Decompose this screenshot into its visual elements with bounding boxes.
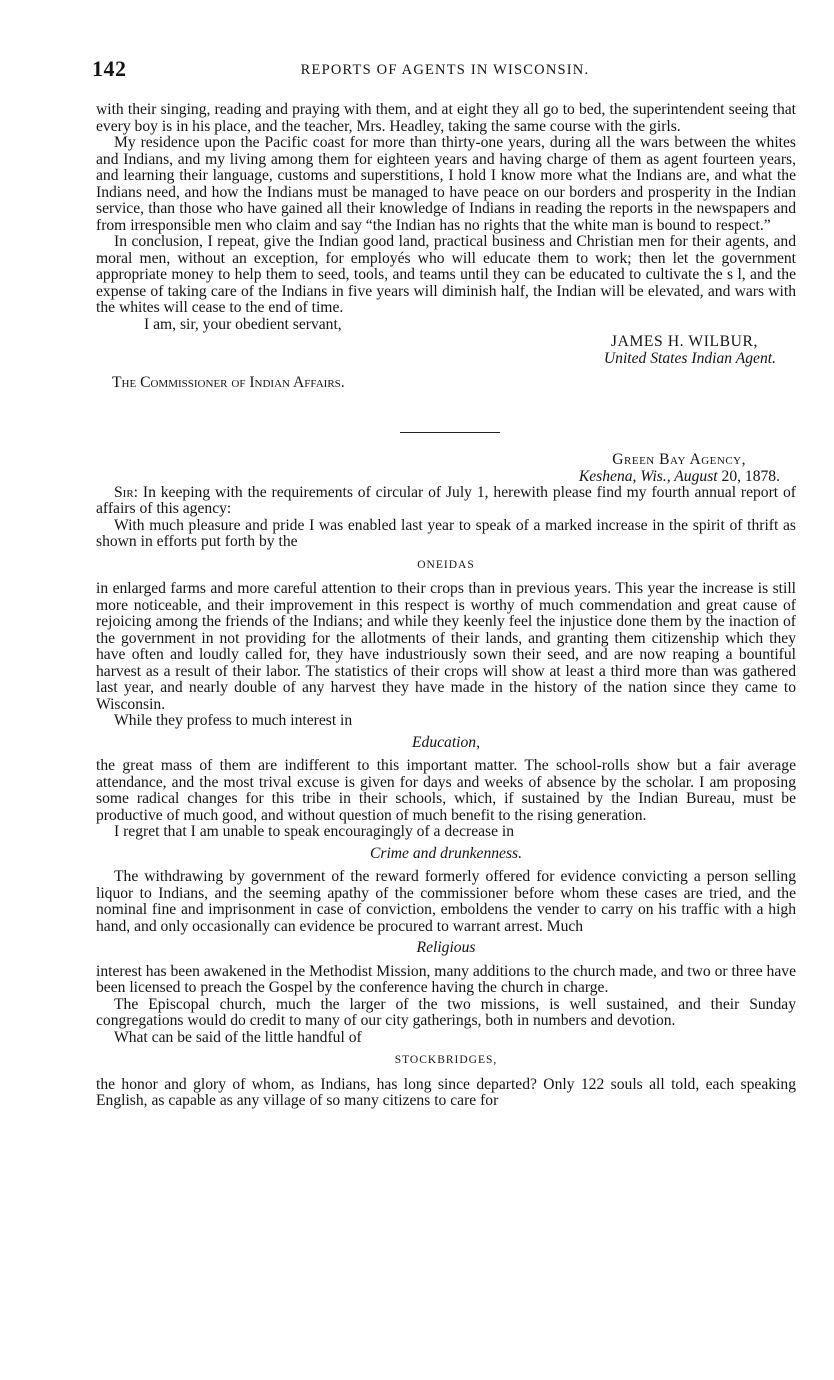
page-body — [96, 102, 796, 1110]
paragraph: interest has been awakened in the Methodist Mission, many additions to the church made, and two or three have been licensed to preach the Gospel by the conference having the church in charge. — [96, 962, 796, 996]
section-divider — [400, 432, 500, 433]
paragraph: the honor and glory of whom, as Indians, has long since departed? Only 122 souls all told, each speaking English, as capable as any village of so many citizens to care for — [96, 1075, 796, 1109]
paragraph: The withdrawing by government of the reward formerly offered for evidence convicting a person selling liquor to Indians, and the seeming apathy of the commissioner before whom these cases are tried, and the nominal fine and imprisonment in case of conviction, emboldens the vender to carry on his traffic with a high hand, and only occasionally can evidence be procured to warrant arrest. Much — [96, 868, 796, 935]
signature-block — [96, 333, 796, 367]
paragraph: The Episcopal church, much the larger of the two missions, is well sustained, and their Sunday congregations would do credit to many of our city gatherings, both in numbers and devotion. — [96, 995, 796, 1029]
paragraph: My residence upon the Pacific coast for more than thirty-one years, during all the wars between the whites and Indians, and my living among them for eighteen years and having charge of them as agent fourteen years, and learning their language, customs and superstitions, I hold I know more what the Indians are, and what the Indians need, and how the Indians must be managed to have peace on our borders and prosperity in the Indian service, than those who have gained all their knowledge of Indians in reading the reports in the newspapers and from irresponsible men who claim and say “the Indian has no rights that the white man is bound to respect.” — [96, 134, 796, 234]
running-title: REPORTS OF AGENTS IN WISCONSIN. — [300, 62, 590, 78]
closing-line: I am, sir, your obedient servant, — [144, 315, 342, 333]
page-number: 142 — [92, 56, 127, 81]
paragraph-text: In keeping with the requirements of circular of July 1, herewith please find my fourth annual report of affairs of this agency: — [96, 483, 796, 517]
page-header — [92, 56, 798, 86]
paragraph: with their singing, reading and praying with them, and at eight they all go to bed, the superintendent seeing that every boy is in his place, and the teacher, Mrs. Headley, taking the same course with the girls. — [96, 101, 796, 135]
paragraph: While they profess to much interest in — [114, 712, 353, 729]
section-heading-religious: Religious — [416, 939, 476, 956]
section-heading-oneidas: ONEIDAS — [417, 558, 475, 571]
paragraph — [96, 485, 796, 518]
agency-name: Green Bay Agency, — [612, 450, 746, 468]
paragraph: With much pleasure and pride I was enabled last year to speak of a marked increase in the spirit of thrift as shown in efforts put forth by the — [96, 516, 796, 550]
signature-name: JAMES H. WILBUR, — [610, 333, 758, 350]
paragraph: I regret that I am unable to speak encouragingly of a decrease in — [114, 823, 515, 840]
paragraph: in enlarged farms and more careful attention to their crops than in previous years. This year the increase is still more noticeable, and their improvement in this respect is worthy of much commendation and great cause of rejoicing among the friends of the Indians; and while they keenly feel the injustice done them by the inaction of the government in not providing for the allotments of their lands, and granting them citizenship which they have often and loudly called for, they have industriously sown their seed, and are now reaping a bountiful harvest as a result of their labor. The statistics of their crops will show at least a third more than was gathered last year, and nearly double of any harvest they have made in the history of the nation since they came to Wisconsin. — [96, 580, 796, 713]
place: Keshena, Wis., August — [578, 467, 718, 485]
dateline — [96, 451, 796, 485]
paragraph: the great mass of them are indifferent to this important matter. The school-rolls show but a fair average attendance, and the most trival excuse is given for days and weeks of absence by the scholar. I am proposing some radical changes for this tribe in their schools, which, if sustained by the Indian Bureau, must be productive of much good, and without question of much benefit to the rising generation. — [96, 757, 796, 824]
section-heading-education: Education, — [412, 733, 480, 751]
paragraph: In conclusion, I repeat, give the Indian good land, practical business and Christian men for their agents, and moral men, without an exception, for employés who will educate them to work; then let the government appropriate money to help them to seed, tools, and teams until they can be educated to cultivate the s l, and the expense of taking care of the Indians in five years will diminish half, the Indian will be elevated, and wars with the whites will cease to the end of time. — [96, 233, 796, 316]
paragraph: What can be said of the little handful of — [114, 1028, 362, 1046]
section-heading-crime: Crime and drunkenness. — [369, 844, 523, 862]
place-date — [96, 468, 780, 485]
signature-title: United States Indian Agent. — [603, 350, 776, 367]
salutation: Sir: — [114, 483, 139, 501]
addressee: The Commissioner of Indian Affairs. — [112, 374, 345, 391]
section-heading-stockbridges: STOCKBRIDGES, — [394, 1054, 498, 1066]
date: 20, 1878. — [721, 467, 780, 485]
